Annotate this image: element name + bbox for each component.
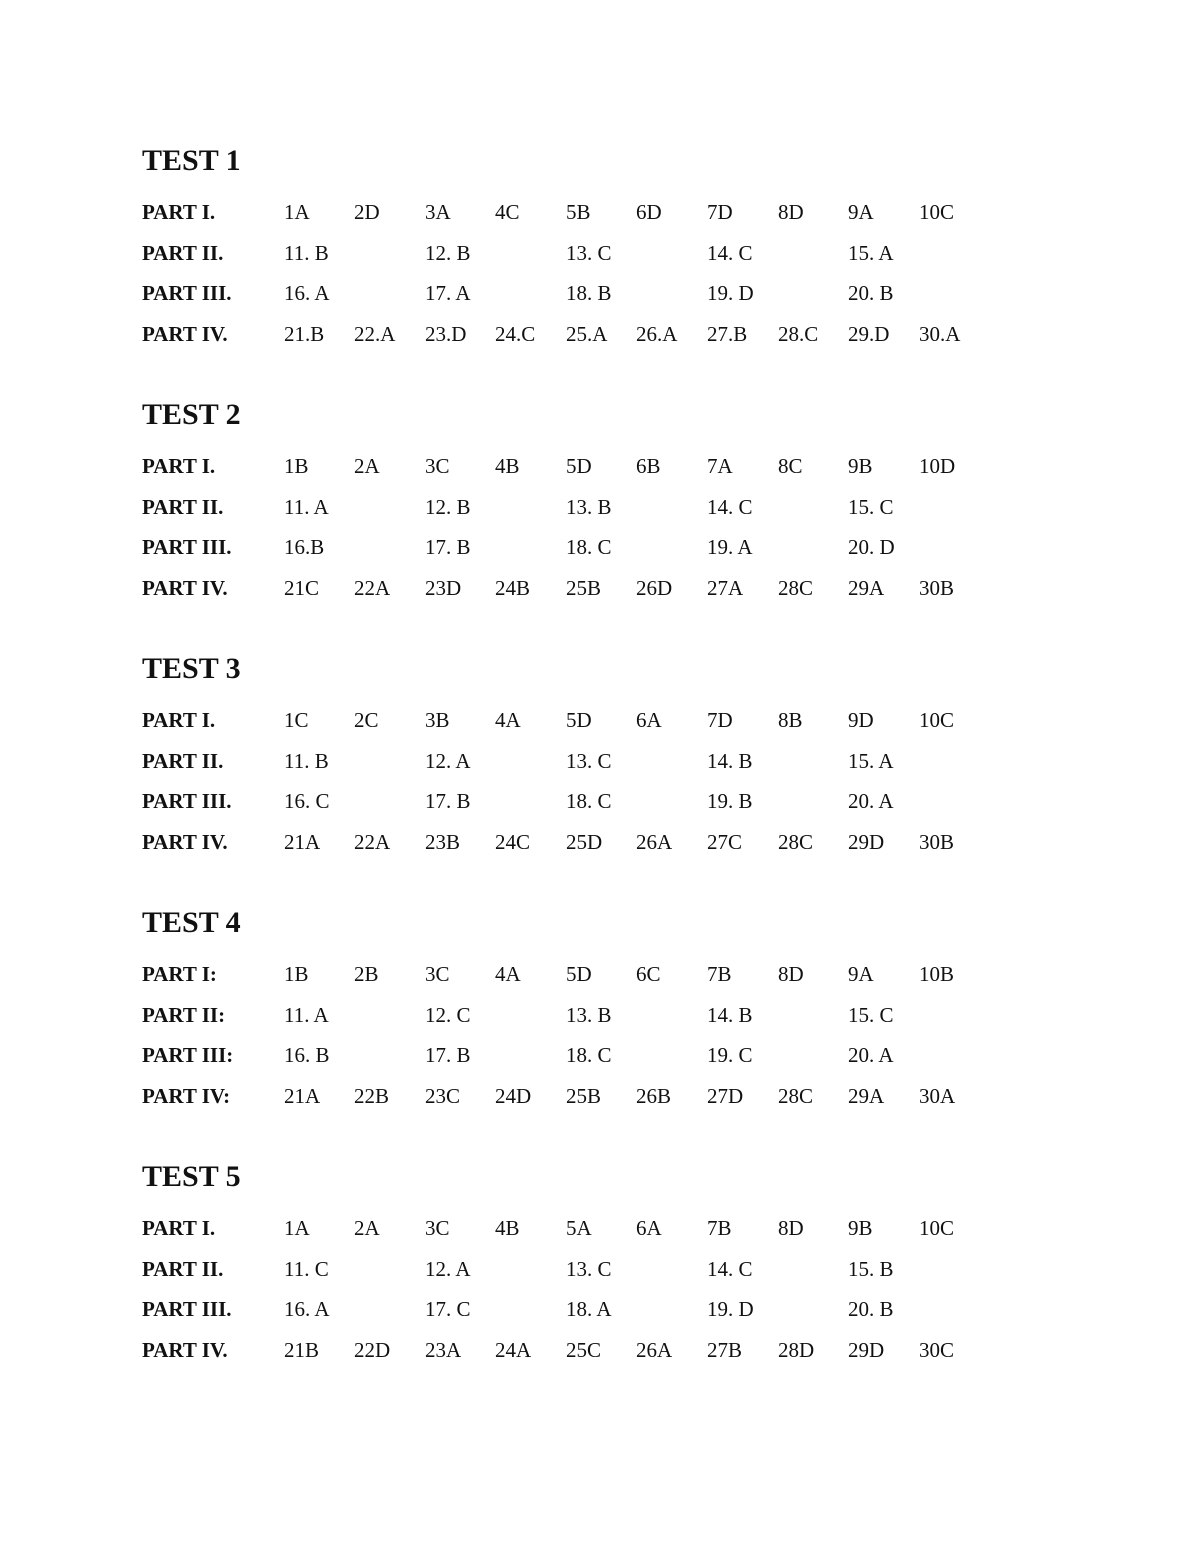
answer-item: 5D bbox=[566, 962, 592, 986]
answer-item: 12. A bbox=[425, 1256, 471, 1281]
answer-item: 30A bbox=[919, 1083, 956, 1108]
answer-item: 6C bbox=[636, 962, 661, 986]
answer-item: 16. A bbox=[284, 281, 330, 305]
answer-item: 1A bbox=[284, 1216, 310, 1240]
answer-item: 22D bbox=[354, 1337, 391, 1362]
part-row bbox=[142, 1257, 1042, 1298]
part-row bbox=[142, 495, 1042, 536]
answer-item: 30B bbox=[919, 829, 955, 854]
part-label: PART II. bbox=[142, 748, 224, 773]
answer-item: 11. B bbox=[284, 748, 329, 773]
part-row bbox=[142, 708, 1042, 749]
part-row bbox=[142, 281, 1042, 322]
answer-item: 4C bbox=[495, 200, 520, 224]
answer-item: 14. C bbox=[707, 1256, 753, 1281]
answer-item: 22A bbox=[354, 575, 391, 600]
answer-item: 3C bbox=[425, 454, 450, 478]
test-title: TEST 1 bbox=[142, 144, 241, 177]
answer-item: 28C bbox=[778, 1083, 814, 1108]
answer-item: 7B bbox=[707, 1216, 732, 1240]
answer-item: 5A bbox=[566, 1216, 592, 1240]
part-label: PART III: bbox=[142, 1043, 234, 1067]
answer-item: 13. C bbox=[566, 1256, 612, 1281]
answer-item: 21A bbox=[284, 1083, 321, 1108]
answer-item: 8C bbox=[778, 454, 803, 478]
answer-item: 17. B bbox=[425, 535, 471, 559]
answer-item: 13. B bbox=[566, 1002, 612, 1027]
answer-item: 1B bbox=[284, 962, 309, 986]
answer-item: 27.B bbox=[707, 321, 748, 346]
answer-item: 14. C bbox=[707, 494, 753, 519]
test-title: TEST 3 bbox=[142, 652, 241, 685]
part-row bbox=[142, 535, 1042, 576]
answer-item: 11. A bbox=[284, 1002, 329, 1027]
answer-item: 2A bbox=[354, 1216, 380, 1240]
answer-item: 6D bbox=[636, 200, 662, 224]
answer-item: 29D bbox=[848, 1337, 885, 1362]
answer-item: 4A bbox=[495, 708, 521, 732]
part-row bbox=[142, 830, 1042, 871]
answer-item: 26A bbox=[636, 829, 673, 854]
answer-item: 3B bbox=[425, 708, 450, 732]
answer-item: 29A bbox=[848, 575, 885, 600]
answer-item: 30C bbox=[919, 1337, 955, 1362]
answer-item: 9A bbox=[848, 200, 874, 224]
answer-item: 8D bbox=[778, 1216, 804, 1240]
answer-item: 14. B bbox=[707, 748, 753, 773]
answer-item: 26.A bbox=[636, 321, 678, 346]
answer-item: 20. B bbox=[848, 281, 894, 305]
answer-item: 2D bbox=[354, 200, 380, 224]
answer-item: 11. C bbox=[284, 1256, 329, 1281]
answer-item: 20. D bbox=[848, 535, 895, 559]
answer-item: 18. C bbox=[566, 535, 612, 559]
answer-item: 26D bbox=[636, 575, 673, 600]
answer-item: 9D bbox=[848, 708, 874, 732]
part-row bbox=[142, 1043, 1042, 1084]
answer-item: 25B bbox=[566, 1083, 602, 1108]
answer-item: 24D bbox=[495, 1083, 532, 1108]
answer-item: 6A bbox=[636, 708, 662, 732]
answer-item: 2A bbox=[354, 454, 380, 478]
part-row bbox=[142, 1216, 1042, 1257]
answer-item: 12. A bbox=[425, 748, 471, 773]
answer-item: 15. A bbox=[848, 240, 894, 265]
answer-item: 7A bbox=[707, 454, 733, 478]
answer-item: 14. C bbox=[707, 240, 753, 265]
answer-item: 15. B bbox=[848, 1256, 894, 1281]
part-label: PART IV. bbox=[142, 321, 228, 346]
answer-item: 25D bbox=[566, 829, 603, 854]
part-row bbox=[142, 241, 1042, 282]
answer-item: 7B bbox=[707, 962, 732, 986]
part-row bbox=[142, 322, 1042, 363]
part-row bbox=[142, 200, 1042, 241]
answer-item: 9A bbox=[848, 962, 874, 986]
answer-item: 1B bbox=[284, 454, 309, 478]
answer-item: 2C bbox=[354, 708, 379, 732]
answer-item: 24B bbox=[495, 575, 531, 600]
part-label: PART I. bbox=[142, 200, 216, 224]
part-label: PART I. bbox=[142, 1216, 216, 1240]
answer-item: 12. C bbox=[425, 1002, 471, 1027]
answer-item: 14. B bbox=[707, 1002, 753, 1027]
part-label: PART I. bbox=[142, 708, 216, 732]
answer-item: 24.C bbox=[495, 321, 536, 346]
answer-item: 11. B bbox=[284, 240, 329, 265]
answer-item: 17. C bbox=[425, 1297, 471, 1321]
answer-item: 1C bbox=[284, 708, 309, 732]
answer-item: 15. A bbox=[848, 748, 894, 773]
answer-item: 18. A bbox=[566, 1297, 612, 1321]
test-title: TEST 5 bbox=[142, 1160, 241, 1193]
answer-item: 5D bbox=[566, 454, 592, 478]
answer-item: 2B bbox=[354, 962, 379, 986]
answer-item: 24C bbox=[495, 829, 531, 854]
answer-item: 10D bbox=[919, 454, 956, 478]
test-section bbox=[142, 400, 1042, 616]
answer-item: 16. C bbox=[284, 789, 330, 813]
answer-item: 18. C bbox=[566, 1043, 612, 1067]
part-row bbox=[142, 1084, 1042, 1125]
answer-item: 10C bbox=[919, 708, 955, 732]
answer-item: 19. D bbox=[707, 1297, 754, 1321]
answer-item: 21C bbox=[284, 575, 320, 600]
answer-item: 10C bbox=[919, 1216, 955, 1240]
answer-item: 24A bbox=[495, 1337, 532, 1362]
answer-item: 20. B bbox=[848, 1297, 894, 1321]
part-row bbox=[142, 1297, 1042, 1338]
part-label: PART II. bbox=[142, 240, 224, 265]
part-label: PART III. bbox=[142, 281, 232, 305]
answer-item: 22A bbox=[354, 829, 391, 854]
answer-item: 22.A bbox=[354, 321, 396, 346]
answer-item: 12. B bbox=[425, 494, 471, 519]
answer-item: 18. C bbox=[566, 789, 612, 813]
part-row bbox=[142, 1003, 1042, 1044]
answer-item: 25B bbox=[566, 575, 602, 600]
answer-item: 1A bbox=[284, 200, 310, 224]
test-title: TEST 2 bbox=[142, 398, 241, 431]
answer-item: 7D bbox=[707, 200, 733, 224]
test-section bbox=[142, 654, 1042, 870]
answer-item: 26B bbox=[636, 1083, 672, 1108]
answer-item: 21.B bbox=[284, 321, 325, 346]
answer-item: 6B bbox=[636, 454, 661, 478]
answer-item: 27D bbox=[707, 1083, 744, 1108]
answer-item: 3C bbox=[425, 1216, 450, 1240]
answer-item: 25C bbox=[566, 1337, 602, 1362]
part-label: PART II: bbox=[142, 1002, 226, 1027]
part-row bbox=[142, 576, 1042, 617]
answer-item: 23D bbox=[425, 575, 462, 600]
part-row bbox=[142, 749, 1042, 790]
test-section bbox=[142, 1162, 1042, 1378]
answer-item: 12. B bbox=[425, 240, 471, 265]
answer-item: 21B bbox=[284, 1337, 320, 1362]
answer-item: 22B bbox=[354, 1083, 390, 1108]
part-row bbox=[142, 1338, 1042, 1379]
answer-item: 27A bbox=[707, 575, 744, 600]
answer-item: 8B bbox=[778, 708, 803, 732]
answer-item: 20. A bbox=[848, 789, 894, 813]
answer-item: 23B bbox=[425, 829, 461, 854]
answer-item: 18. B bbox=[566, 281, 612, 305]
answer-item: 23C bbox=[425, 1083, 461, 1108]
answer-item: 15. C bbox=[848, 494, 894, 519]
test-title: TEST 4 bbox=[142, 906, 241, 939]
part-row bbox=[142, 454, 1042, 495]
answer-item: 25.A bbox=[566, 321, 608, 346]
answer-item: 9B bbox=[848, 454, 873, 478]
answer-item: 8D bbox=[778, 200, 804, 224]
answer-item: 4B bbox=[495, 454, 520, 478]
part-row bbox=[142, 962, 1042, 1003]
part-label: PART III. bbox=[142, 535, 232, 559]
answer-item: 5B bbox=[566, 200, 591, 224]
answer-item: 19. B bbox=[707, 789, 753, 813]
answer-item: 8D bbox=[778, 962, 804, 986]
answer-item: 4B bbox=[495, 1216, 520, 1240]
answer-item: 19. C bbox=[707, 1043, 753, 1067]
answer-item: 17. A bbox=[425, 281, 471, 305]
answer-item: 4A bbox=[495, 962, 521, 986]
answer-item: 28C bbox=[778, 575, 814, 600]
test-section bbox=[142, 146, 1042, 362]
part-label: PART II. bbox=[142, 1256, 224, 1281]
answer-item: 5D bbox=[566, 708, 592, 732]
answer-item: 27B bbox=[707, 1337, 743, 1362]
part-label: PART IV. bbox=[142, 1337, 228, 1362]
answer-item: 28D bbox=[778, 1337, 815, 1362]
answer-item: 13. B bbox=[566, 494, 612, 519]
answer-item: 16.B bbox=[284, 535, 325, 559]
part-label: PART I. bbox=[142, 454, 216, 478]
answer-item: 15. C bbox=[848, 1002, 894, 1027]
answer-item: 7D bbox=[707, 708, 733, 732]
answer-item: 6A bbox=[636, 1216, 662, 1240]
part-label: PART IV: bbox=[142, 1083, 231, 1108]
part-label: PART III. bbox=[142, 789, 232, 813]
answer-item: 26A bbox=[636, 1337, 673, 1362]
part-row bbox=[142, 789, 1042, 830]
answer-item: 27C bbox=[707, 829, 743, 854]
answer-item: 29.D bbox=[848, 321, 890, 346]
answer-item: 10B bbox=[919, 962, 955, 986]
answer-item: 21A bbox=[284, 829, 321, 854]
answer-item: 16. B bbox=[284, 1043, 330, 1067]
answer-item: 13. C bbox=[566, 240, 612, 265]
part-label: PART II. bbox=[142, 494, 224, 519]
answer-item: 13. C bbox=[566, 748, 612, 773]
answer-item: 19. A bbox=[707, 535, 753, 559]
answer-item: 3C bbox=[425, 962, 450, 986]
part-label: PART IV. bbox=[142, 575, 228, 600]
part-label: PART III. bbox=[142, 1297, 232, 1321]
part-label: PART I: bbox=[142, 962, 217, 986]
answer-item: 16. A bbox=[284, 1297, 330, 1321]
answer-item: 30.A bbox=[919, 321, 961, 346]
answer-item: 9B bbox=[848, 1216, 873, 1240]
answer-item: 20. A bbox=[848, 1043, 894, 1067]
part-label: PART IV. bbox=[142, 829, 228, 854]
answer-item: 23.D bbox=[425, 321, 467, 346]
answer-item: 30B bbox=[919, 575, 955, 600]
answer-item: 28C bbox=[778, 829, 814, 854]
answer-item: 11. A bbox=[284, 494, 329, 519]
test-section bbox=[142, 908, 1042, 1124]
answer-item: 28.C bbox=[778, 321, 819, 346]
answer-item: 10C bbox=[919, 200, 955, 224]
answer-item: 17. B bbox=[425, 1043, 471, 1067]
answer-item: 29D bbox=[848, 829, 885, 854]
answer-item: 19. D bbox=[707, 281, 754, 305]
answer-item: 23A bbox=[425, 1337, 462, 1362]
answer-item: 3A bbox=[425, 200, 451, 224]
answer-item: 29A bbox=[848, 1083, 885, 1108]
answer-item: 17. B bbox=[425, 789, 471, 813]
